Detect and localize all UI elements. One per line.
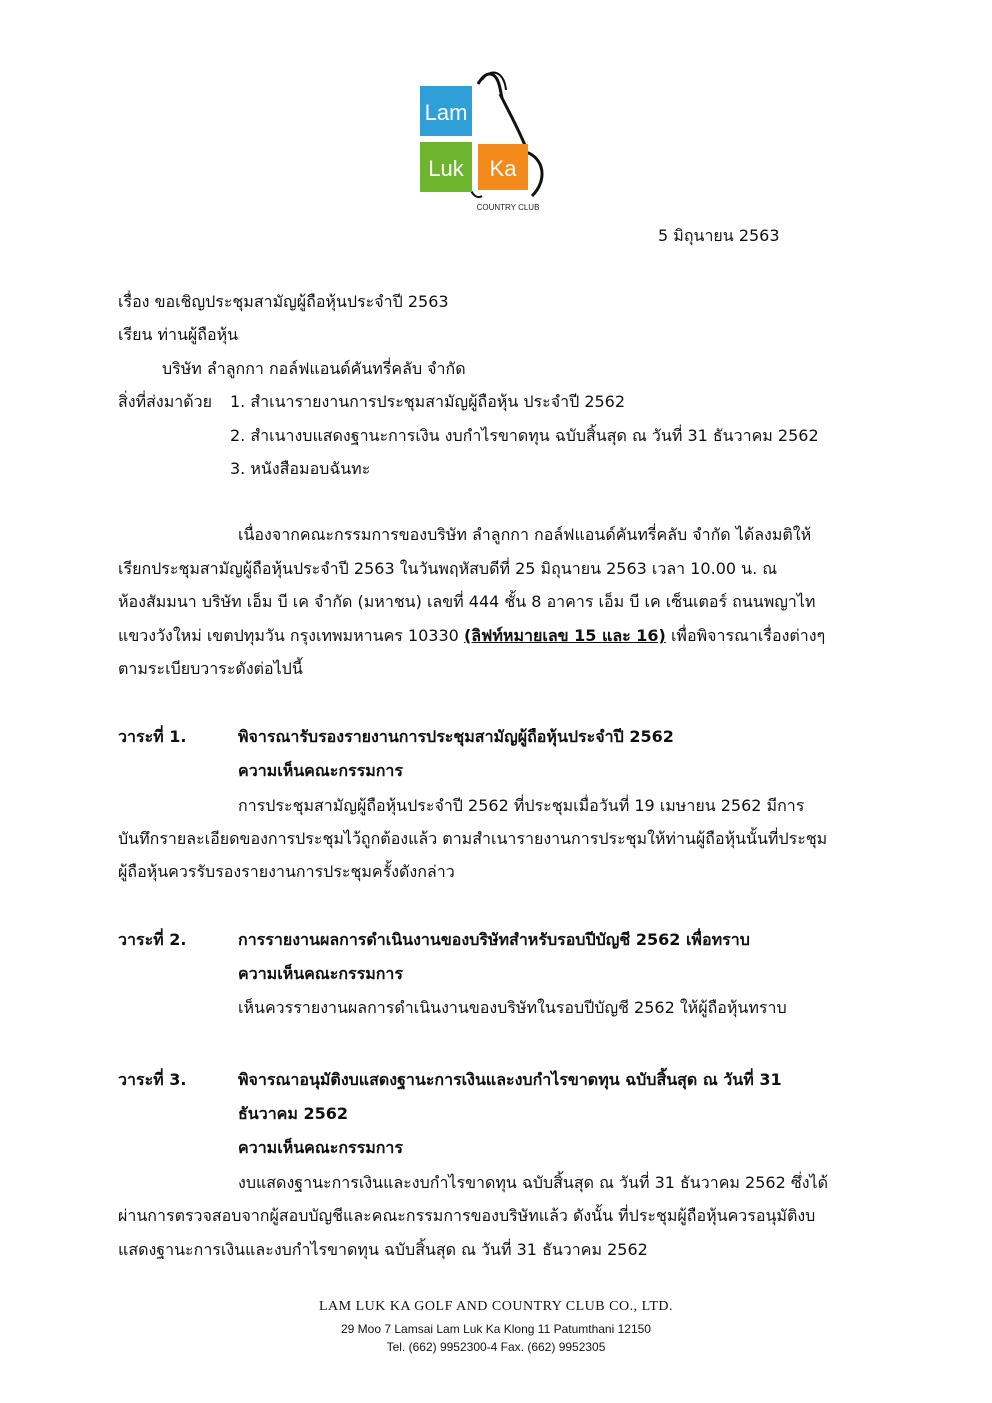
agenda-3-body-line-1: งบแสดงฐานะการเงินและงบกำไรขาดทุน ฉบับสิ้นสุด ณ วันที่ 31 ธันวาคม 2562 ซึ่งได้ xyxy=(238,1173,828,1192)
agenda-2-title: การรายงานผลการดำเนินงานของบริษัทสำหรับรอบปีบัญชี 2562 เพื่อทราบ xyxy=(238,930,750,949)
agenda-2-opinion-heading: ความเห็นคณะกรรมการ xyxy=(238,964,403,983)
logo-strap-3 xyxy=(500,94,526,148)
intro-line-5: ตามระเบียบวาระดังต่อไปนี้ xyxy=(118,659,303,678)
agenda-3-title-line-1: พิจารณาอนุมัติงบแสดงฐานะการเงินและงบกำไรขาดทุน ฉบับสิ้นสุด ณ วันที่ 31 xyxy=(238,1070,782,1089)
agenda-1-body-line-2: บันทึกรายละเอียดของการประชุมไว้ถูกต้องแล้ว ตามสำเนารายงานการประชุมให้ท่านผู้ถือหุ้นนั้นที่ประชุม xyxy=(118,829,828,848)
enclosure-item-3: 3. หนังสือมอบฉันทะ xyxy=(230,459,371,478)
letter-recipient: เรียน ท่านผู้ถือหุ้น xyxy=(118,325,239,344)
agenda-1-title: พิจารณารับรองรายงานการประชุมสามัญผู้ถือหุ้นประจำปี 2562 xyxy=(238,727,674,746)
footer-company-name: LAM LUK KA GOLF AND COUNTRY CLUB CO., LTD. xyxy=(318,1299,674,1314)
agenda-1-opinion-heading: ความเห็นคณะกรรมการ xyxy=(238,761,403,780)
logo-strap-4 xyxy=(526,152,542,196)
agenda-1-body-line-1: การประชุมสามัญผู้ถือหุ้นประจำปี 2562 ที่ประชุมเมื่อวันที่ 19 เมษายน 2562 มีการ xyxy=(238,796,805,815)
intro-line-4 xyxy=(118,626,825,646)
agenda-3-body-line-3: แสดงฐานะการเงินและงบกำไรขาดทุน ฉบับสิ้นสุด ณ วันที่ 31 ธันวาคม 2562 xyxy=(118,1240,648,1259)
enclosure-item-2: 2. สำเนางบแสดงฐานะการเงิน งบกำไรขาดทุน ฉบับสิ้นสุด ณ วันที่ 31 ธันวาคม 2562 xyxy=(230,426,819,445)
enclosures-label: สิ่งที่ส่งมาด้วย xyxy=(118,392,212,411)
company-logo xyxy=(416,68,556,214)
logo-word-ka: Ka xyxy=(489,156,517,181)
intro-line-3: ห้องสัมมนา บริษัท เอ็ม บี เค จำกัด (มหาชน) เลขที่ 444 ชั้น 8 อาคาร เอ็ม บี เค เซ็นเตอร์ ถนนพญาไท xyxy=(118,592,816,611)
enclosure-item-1: 1. สำเนารายงานการประชุมสามัญผู้ถือหุ้น ประจำปี 2562 xyxy=(230,392,626,411)
agenda-3-opinion-heading: ความเห็นคณะกรรมการ xyxy=(238,1138,403,1157)
footer-address: 29 Moo 7 Lamsai Lam Luk Ka Klong 11 Patumthani 12150 xyxy=(341,1322,651,1336)
logo-word-lam: Lam xyxy=(424,100,468,125)
agenda-2-label: วาระที่ 2. xyxy=(118,930,187,949)
letter-date: 5 มิถุนายน 2563 xyxy=(658,226,780,245)
intro-purpose: เพื่อพิจารณาเรื่องต่างๆ xyxy=(670,626,826,645)
logo-tagline: COUNTRY CLUB xyxy=(476,203,540,212)
letter-subject: เรื่อง ขอเชิญประชุมสามัญผู้ถือหุ้นประจำปี 2563 xyxy=(118,292,449,311)
agenda-1-label: วาระที่ 1. xyxy=(118,727,187,746)
agenda-2-body-line-1: เห็นควรรายงานผลการดำเนินงานของบริษัทในรอบปีบัญชี 2562 ให้ผู้ถือหุ้นทราบ xyxy=(238,998,787,1017)
agenda-3-body-line-2: ผ่านการตรวจสอบจากผู้สอบบัญชีและคณะกรรมการของบริษัทแล้ว ดังนั้น ที่ประชุมผู้ถือหุ้นควรอนุมัติงบ xyxy=(118,1206,816,1225)
intro-address: แขวงวังใหม่ เขตปทุมวัน กรุงเทพมหานคร 10330 xyxy=(118,626,459,645)
logo-word-luk: Luk xyxy=(428,156,464,181)
intro-lift-note: (ลิฟท์หมายเลข 15 และ 16) xyxy=(463,626,666,645)
company-name-line: บริษัท ลำลูกกา กอล์ฟแอนด์คันทรี่คลับ จำกัด xyxy=(162,359,466,378)
agenda-3-title-line-2: ธันวาคม 2562 xyxy=(238,1104,349,1123)
intro-line-1: เนื่องจากคณะกรรมการของบริษัท ลำลูกกา กอล์ฟแอนด์คันทรี่คลับ จำกัด ได้ลงมติให้ xyxy=(238,525,812,544)
logo-strap-1 xyxy=(478,74,502,98)
intro-line-2: เรียกประชุมสามัญผู้ถือหุ้นประจำปี 2563 ในวันพฤหัสบดีที่ 25 มิถุนายน 2563 เวลา 10.00 น. ณ xyxy=(118,559,778,578)
agenda-1-body-line-3: ผู้ถือหุ้นควรรับรองรายงานการประชุมครั้งดังกล่าว xyxy=(118,862,455,881)
footer-contact: Tel. (662) 9952300-4 Fax. (662) 9952305 xyxy=(386,1340,606,1354)
agenda-3-label: วาระที่ 3. xyxy=(118,1070,187,1089)
